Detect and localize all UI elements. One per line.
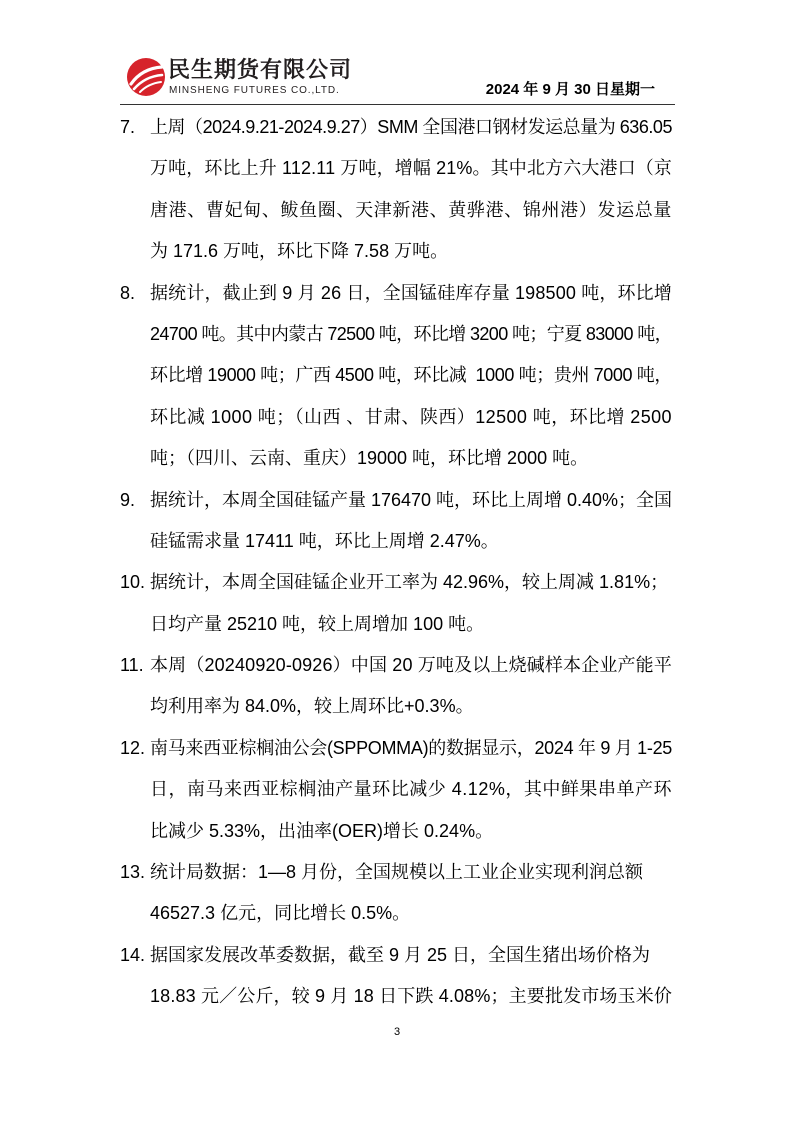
item-line bbox=[150, 231, 672, 272]
item-line-text: 唐港、曹妃甸、鲅鱼圈、天津新港、黄骅港、锦州港）发运总量 bbox=[150, 199, 672, 220]
item-number: 14. bbox=[120, 944, 146, 965]
item-line-text: 日，南马来西亚棕榈油产量环比减少 4.12%，其中鲜果串单产环 bbox=[150, 779, 672, 800]
list-item bbox=[120, 728, 680, 852]
item-line-text: 硅锰需求量 17411 吨，环比上周增 2.47%。 bbox=[150, 530, 499, 551]
item-line bbox=[150, 852, 672, 893]
report-date: 2024 年 9 月 30 日星期一 bbox=[485, 81, 655, 98]
header-rule bbox=[120, 104, 675, 105]
news-list bbox=[120, 107, 680, 1018]
item-line-text: 环比减 1000 吨；（山西 、甘肃、陕西）12500 吨，环比增 2500 bbox=[150, 406, 672, 427]
item-line-text: 南马来西亚棕榈油公会(SPPOMMA)的数据显示，2024 年 9 月 1-25 bbox=[150, 737, 672, 758]
list-item bbox=[120, 107, 680, 273]
item-line-text: 统计局数据：1—8 月份，全国规模以上工业企业实现利润总额 bbox=[150, 862, 644, 883]
item-line bbox=[150, 893, 672, 934]
item-line bbox=[150, 686, 672, 727]
item-line-text: 日均产量 25210 吨，较上周增加 100 吨。 bbox=[150, 613, 485, 634]
company-name-en: MINSHENG FUTURES CO.,LTD. bbox=[169, 85, 340, 96]
item-line bbox=[150, 438, 672, 479]
list-item bbox=[120, 562, 680, 645]
item-line-text: 46527.3 亿元，同比增长 0.5%。 bbox=[150, 903, 411, 924]
item-line bbox=[150, 645, 672, 686]
list-item bbox=[120, 273, 680, 480]
item-line bbox=[150, 190, 672, 231]
item-line bbox=[150, 148, 672, 189]
list-item bbox=[120, 480, 680, 563]
item-number: 12. bbox=[120, 737, 146, 758]
item-line bbox=[150, 811, 672, 852]
item-line-text: 万吨，环比上升 112.11 万吨，增幅 21%。其中北方六大港口（京 bbox=[150, 158, 672, 179]
item-line bbox=[150, 769, 672, 810]
item-line bbox=[150, 314, 672, 355]
item-line bbox=[150, 480, 672, 521]
item-line bbox=[150, 355, 672, 396]
item-line-text: 环比增 19000 吨；广西 4500 吨，环比减 1000 吨；贵州 7000 吨， bbox=[150, 365, 672, 386]
item-number: 9. bbox=[120, 489, 136, 510]
item-line bbox=[150, 976, 672, 1017]
item-number: 13. bbox=[120, 862, 146, 883]
list-item bbox=[120, 935, 680, 1018]
item-line-text: 均利用率为 84.0%，较上周环比+0.3%。 bbox=[150, 696, 474, 717]
item-number: 7. bbox=[120, 117, 136, 137]
item-line bbox=[150, 107, 672, 148]
item-line-text: 上周（2024.9.21-2024.9.27）SMM 全国港口钢材发运总量为 636.05 bbox=[150, 117, 672, 137]
item-line bbox=[150, 935, 672, 976]
company-name-cn: 民生期货有限公司 bbox=[168, 58, 353, 83]
item-line bbox=[150, 728, 672, 769]
company-logo-icon bbox=[126, 57, 166, 97]
item-line-text: 据统计，本周全国硅锰产量 176470 吨，环比上周增 0.40%；全国 bbox=[150, 489, 672, 510]
item-line bbox=[150, 397, 672, 438]
item-line bbox=[150, 273, 672, 314]
item-number: 11. bbox=[120, 655, 144, 676]
item-line-text: 18.83 元／公斤，较 9 月 18 日下跌 4.08%；主要批发市场玉米价 bbox=[150, 986, 672, 1007]
item-number: 10. bbox=[120, 572, 146, 593]
list-item bbox=[120, 852, 680, 935]
page-number: 3 bbox=[393, 1026, 401, 1038]
item-line-text: 据统计，本周全国硅锰企业开工率为 42.96%，较上周减 1.81%； bbox=[150, 572, 669, 593]
item-line-text: 据统计，截止到 9 月 26 日，全国锰硅库存量 198500 吨，环比增 bbox=[150, 282, 672, 303]
item-line-text: 为 171.6 万吨，环比下降 7.58 万吨。 bbox=[150, 241, 449, 262]
item-line-text: 本周（20240920-0926）中国 20 万吨及以上烧碱样本企业产能平 bbox=[150, 655, 672, 676]
item-line bbox=[150, 604, 672, 645]
item-line-text: 据国家发展改革委数据，截至 9 月 25 日，全国生猪出场价格为 bbox=[150, 944, 651, 965]
item-line bbox=[150, 521, 672, 562]
item-line-text: 吨；（四川、云南、重庆）19000 吨，环比增 2000 吨。 bbox=[150, 448, 589, 469]
item-number: 8. bbox=[120, 282, 136, 303]
item-line bbox=[150, 562, 672, 603]
item-line-text: 24700 吨。其中内蒙古 72500 吨，环比增 3200 吨；宁夏 83000 吨， bbox=[150, 323, 672, 344]
list-item bbox=[120, 645, 680, 728]
item-line-text: 比减少 5.33%，出油率(OER)增长 0.24%。 bbox=[150, 820, 494, 841]
